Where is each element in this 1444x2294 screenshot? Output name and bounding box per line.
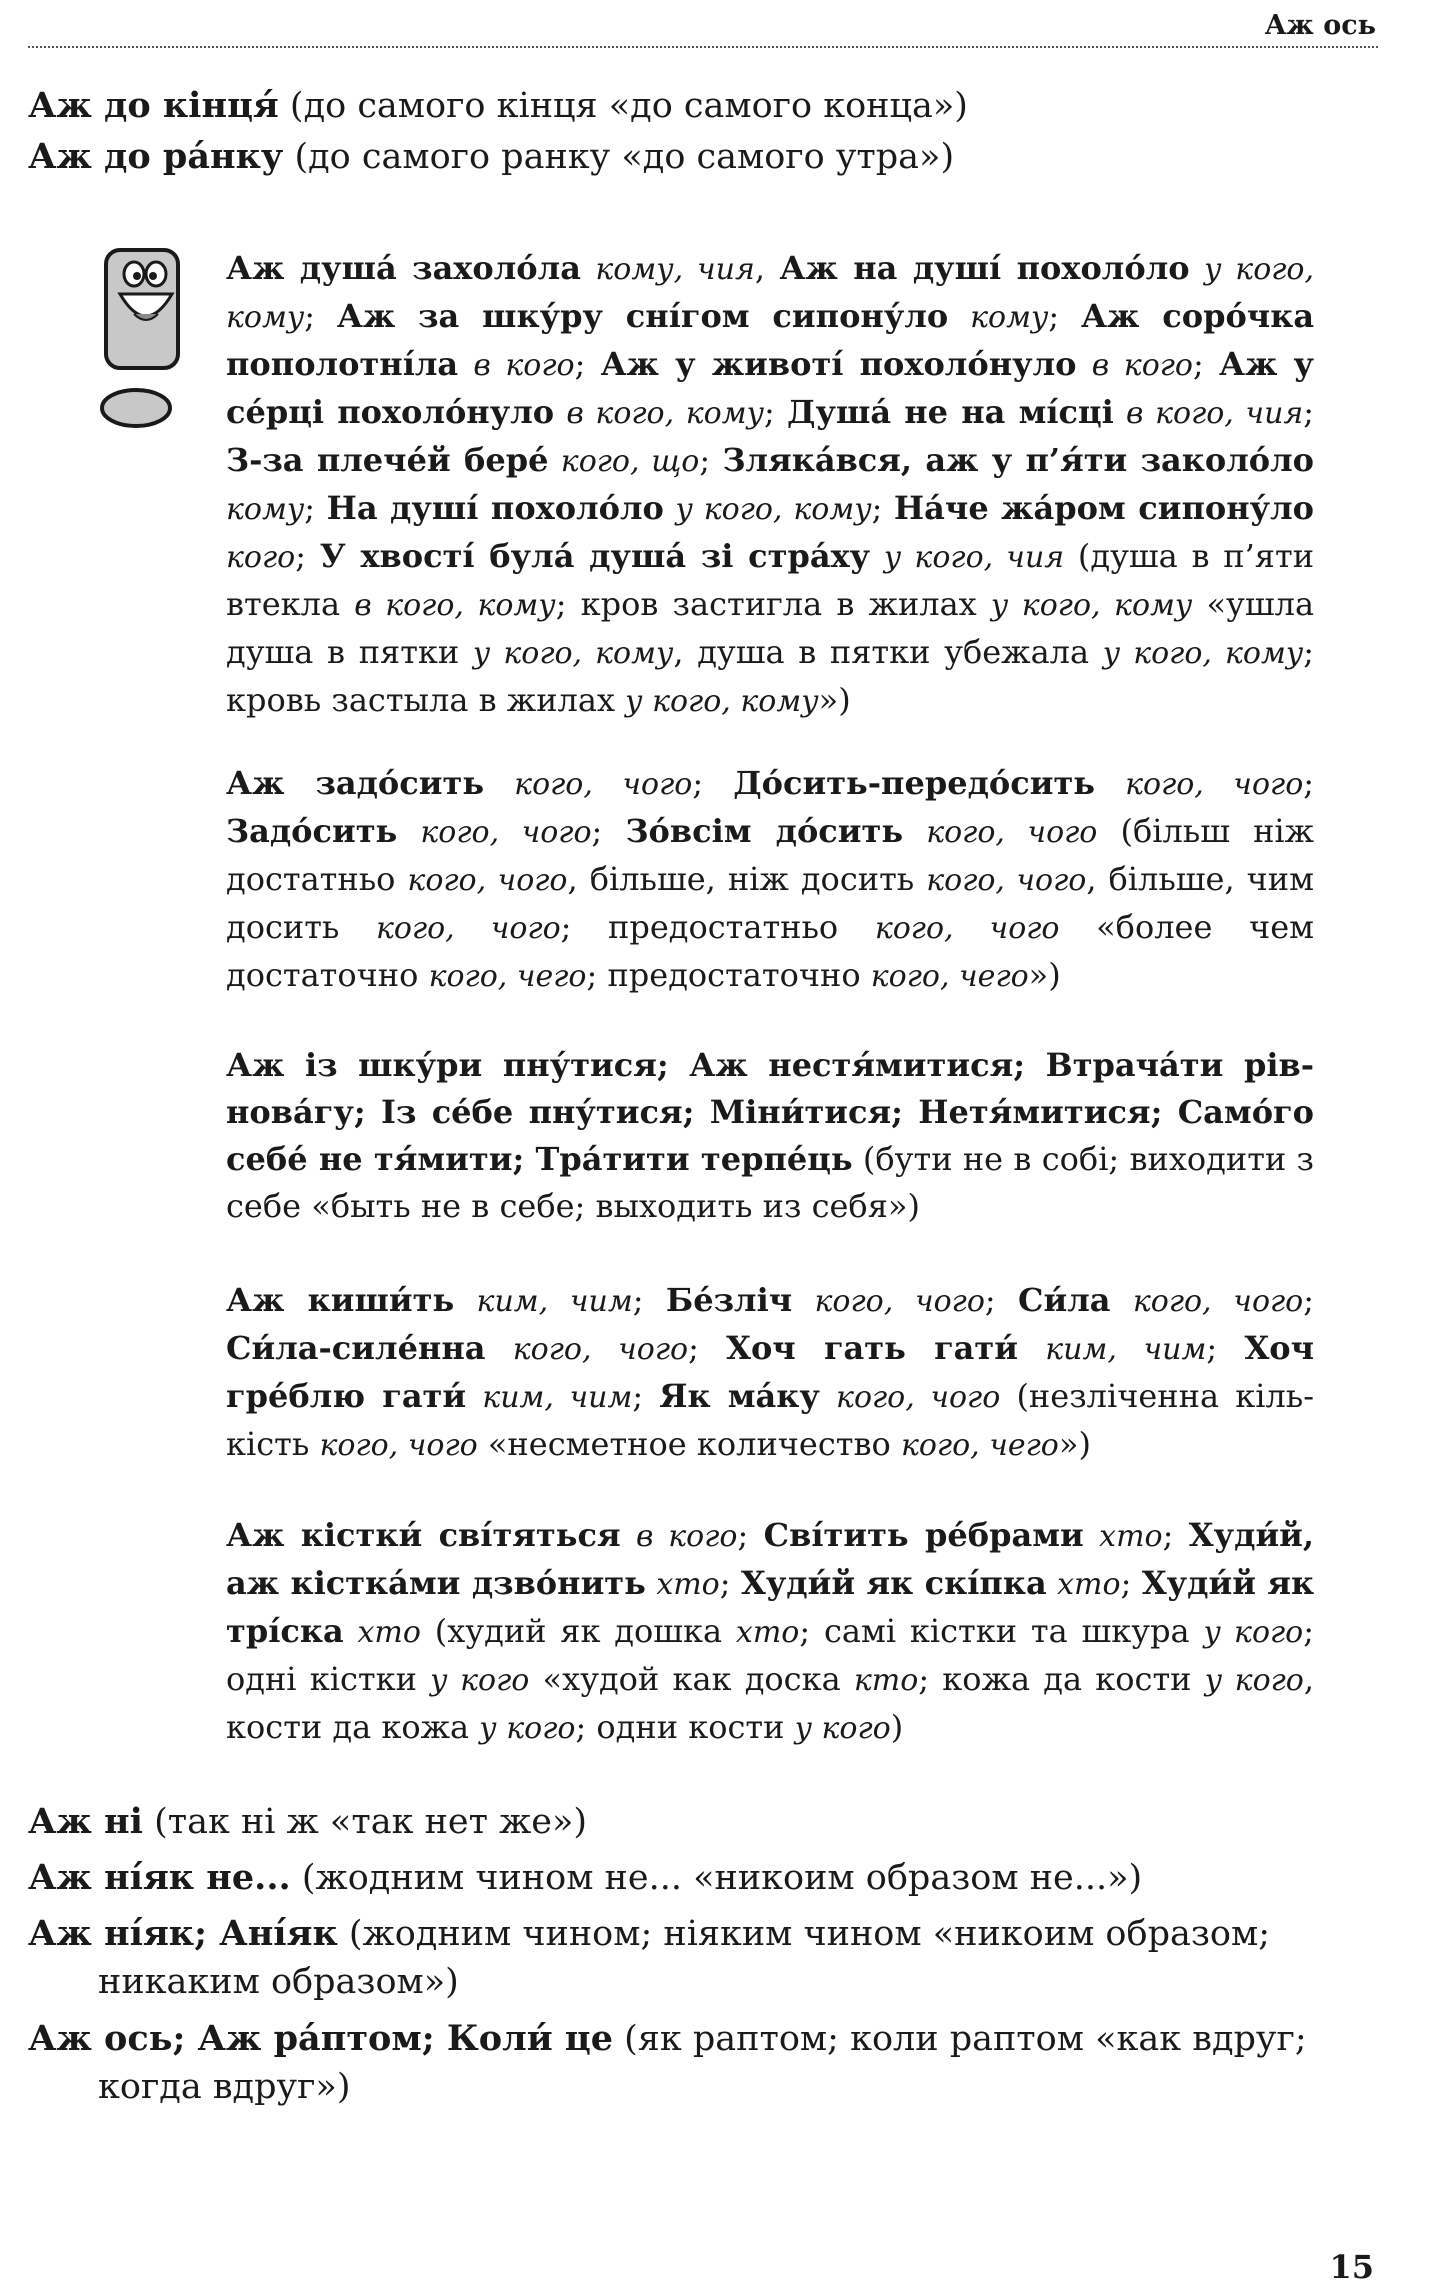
phrase-text: ;: [1193, 345, 1219, 383]
page-number: 15: [1329, 2248, 1374, 2286]
phrase-text: ; кожа да кости: [918, 1660, 1205, 1698]
phrase-text: ; кровь застыла в жилах: [226, 633, 1314, 719]
phrase-text: [1077, 345, 1092, 383]
usage-note: в кого: [636, 1519, 738, 1554]
phrase-text: [1018, 1329, 1045, 1367]
phrase-headword: Бе́зліч: [665, 1281, 793, 1319]
entry-azh-ni: [28, 1798, 1374, 1846]
phrase-text: [484, 764, 514, 802]
phrase-text: [903, 812, 926, 850]
phrase-headword: Зо́всім до́сить: [625, 812, 904, 850]
usage-note: кого, чого: [1132, 1284, 1304, 1319]
phrase-text: ;: [737, 1516, 764, 1554]
entry-headword: Аж ось; Аж ра́птом; Коли́ це: [28, 2018, 614, 2059]
phrase-headword: Хоч гать гати́: [726, 1329, 1018, 1367]
usage-note: у кого: [430, 1663, 530, 1698]
phrase-text: ;: [295, 537, 320, 575]
phrase-headword: Душа́ не на мі́сці: [787, 393, 1114, 431]
phrase-text: ;: [692, 764, 734, 802]
usage-note: кого, чего: [900, 1428, 1059, 1463]
phrase-headword: Аж на душі́ похоло́ло: [779, 249, 1190, 287]
phrase-text: [792, 1281, 814, 1319]
entry-headword: Аж до ра́нку: [28, 136, 284, 177]
phrase-text: (незліченна кількість: [226, 1377, 1314, 1463]
usage-note: у кого, чия: [883, 540, 1065, 575]
usage-note: кому, чия: [595, 252, 755, 287]
phrase-headword: Аж у животі́ похоло́нуло: [600, 345, 1077, 383]
entry-azh-niiak: [28, 1910, 1374, 2006]
usage-note: ким, чим: [482, 1380, 633, 1415]
phrase-text: [397, 812, 420, 850]
entry-headword: Аж до кінця́: [28, 85, 279, 126]
usage-note: кого, чого: [874, 911, 1060, 946]
group-multitude: [226, 1277, 1314, 1469]
usage-note: в кого: [1091, 348, 1193, 383]
phrase-text: [1095, 764, 1125, 802]
phrase-text: ;: [688, 1329, 727, 1367]
phrase-headword: Злякáвся, аж у п’я́ти заколо́ло: [722, 441, 1315, 479]
entry-gloss: (як раптом; коли раптом «как вдруг; когда вдруг»): [98, 2019, 1307, 2107]
phrase-text: ;: [1206, 1329, 1245, 1367]
usage-note: кого, чого: [512, 1332, 689, 1367]
usage-note: у кого: [1204, 1663, 1304, 1698]
phrase-text: , більше, чим досить: [226, 860, 1315, 946]
usage-note: у кого: [1203, 1615, 1304, 1650]
phrase-text: [554, 393, 566, 431]
phrase-headword: Задо́сить: [226, 812, 398, 850]
phrase-text: [646, 1564, 656, 1602]
phrase-text: ;: [719, 1564, 741, 1602]
usage-note: у кого: [479, 1711, 576, 1746]
usage-note: кто: [853, 1663, 919, 1698]
phrase-headword: Аж задо́сить: [226, 764, 485, 802]
phrase-text: ;: [1048, 297, 1082, 335]
usage-note: кому: [970, 300, 1049, 335]
phrase-headword: Аж за шку́ру сні́гом сипону́ло: [336, 297, 949, 335]
phrase-text: ;: [699, 441, 723, 479]
phrase-text: »): [1058, 1425, 1091, 1463]
phrase-text: »): [1028, 956, 1061, 994]
entry-headword: Аж ні: [28, 1801, 143, 1842]
phrase-text: [870, 537, 884, 575]
phrase-text: ,: [754, 249, 780, 287]
usage-note: у кого, кому: [472, 636, 674, 671]
phrase-text: ; предостаточно: [586, 956, 871, 994]
usage-note: хто: [656, 1567, 720, 1602]
phrase-text: ;: [632, 1281, 666, 1319]
usage-note: хто: [357, 1615, 421, 1650]
phrase-text: [664, 489, 676, 527]
running-head: Аж ось: [1264, 10, 1376, 41]
phrase-text: [548, 441, 560, 479]
phrase-text: ; самі кістки та шкура: [799, 1612, 1204, 1650]
phrase-headword: На душі́ похоло́ло: [326, 489, 664, 527]
usage-note: ким, чим: [476, 1284, 633, 1319]
phrase-text: [948, 297, 970, 335]
entry-azh-os: [28, 2015, 1374, 2111]
phrase-headword: Аж киши́ть: [226, 1281, 455, 1319]
usage-note: ким, чим: [1045, 1332, 1207, 1367]
usage-note: кого, чого: [514, 767, 693, 802]
phrase-text: ;: [984, 1281, 1019, 1319]
phrase-text: ;: [1120, 1564, 1142, 1602]
usage-note: кого, чого: [319, 1428, 478, 1463]
phrase-headword: Худи́й як трі́ска: [226, 1564, 1315, 1650]
usage-note: кого, чого: [407, 863, 568, 898]
phrase-text: [621, 1516, 636, 1554]
group-beside-oneself: [226, 1042, 1314, 1230]
usage-note: кого, чого: [926, 863, 1087, 898]
phrase-text: ): [890, 1708, 904, 1746]
phrase-text: ;: [1303, 393, 1315, 431]
phrase-headword: Хоч гре́блю гати́: [226, 1329, 1315, 1415]
phrase-text: »): [818, 681, 851, 719]
phrase-headword: Худи́й як скі́пка: [740, 1564, 1047, 1602]
phrase-text: [466, 1377, 482, 1415]
phrase-headword: Худи́й, аж кістка́ми дзво́нить: [226, 1516, 1315, 1602]
usage-note: кого, чого: [420, 815, 592, 850]
entry-gloss: (до самого кінця «до самого конца»): [278, 86, 968, 126]
phrase-text: [1084, 1516, 1099, 1554]
group-enough: [226, 760, 1314, 1000]
phrase-text: ;: [871, 489, 894, 527]
usage-note: у кого: [794, 1711, 891, 1746]
phrase-text: [458, 345, 473, 383]
phrase-text: ;: [763, 393, 787, 431]
phrase-headword: Аж душа́ захоло́ла: [226, 249, 581, 287]
phrase-text: ;: [632, 1377, 660, 1415]
phrase-headword: Аж у се́рці похоло́нуло: [226, 345, 1315, 431]
usage-note: в кого, чия: [1126, 396, 1304, 431]
phrase-headword: Як ма́ку: [659, 1377, 820, 1415]
usage-note: кому: [226, 492, 305, 527]
phrase-text: [820, 1377, 836, 1415]
usage-note: в кого: [473, 348, 575, 383]
usage-note: хто: [1057, 1567, 1121, 1602]
usage-note: кого, чого: [836, 1380, 1001, 1415]
phrase-text: , душа в пятки убежала: [673, 633, 1103, 671]
group-thin: [226, 1512, 1314, 1752]
entry-gloss: (так ні ж «так нет же»): [142, 1802, 588, 1842]
phrase-text: , більше, ніж досить: [567, 860, 927, 898]
phrase-text: ;: [591, 812, 626, 850]
phrase-text: ;: [574, 345, 601, 383]
phrase-text: ; одни кости: [575, 1708, 795, 1746]
usage-note: хто: [1099, 1519, 1163, 1554]
usage-note: кого, що: [560, 444, 700, 479]
usage-note: кого, чого: [814, 1284, 985, 1319]
group-fear: [226, 245, 1314, 725]
phrase-text: ;: [304, 489, 327, 527]
entry-gloss: (жодним чином; ніяким чином «никоим образом; никаким образом»): [98, 1914, 1271, 2002]
phrase-text: [1111, 1281, 1133, 1319]
phrase-headword: На́че жа́ром сипону́ло: [893, 489, 1315, 527]
phrase-text: (душа в п’яти втекла: [226, 537, 1315, 623]
phrase-text: ; кров застигла в жилах: [555, 585, 991, 623]
phrase-text: , кости да кожа: [226, 1660, 1315, 1746]
usage-note: у кого, кому: [675, 492, 872, 527]
usage-note: кого, чого: [375, 911, 561, 946]
phrase-text: [344, 1612, 358, 1650]
phrase-text: ; предостатньо: [560, 908, 875, 946]
usage-note: в кого, кому: [354, 588, 556, 623]
usage-note: кого, чого: [1125, 767, 1304, 802]
phrase-headword: Сві́тить ре́брами: [763, 1516, 1084, 1554]
usage-note: в кого, кому: [566, 396, 764, 431]
usage-note: у кого, кому: [990, 588, 1193, 623]
entry-headword: Аж ні́як не...: [28, 1857, 291, 1898]
phrase-text: [1190, 249, 1204, 287]
usage-note: у кого, кому: [1102, 636, 1304, 671]
phrase-text: (худий як дошка: [420, 1612, 736, 1650]
phrase-text: ;: [1162, 1516, 1189, 1554]
entry-do-kintsia: [28, 82, 1374, 130]
phrase-text: (більш ніж достатньо: [226, 812, 1315, 898]
entry-gloss: (до самого ранку «до самого утра»): [283, 137, 955, 177]
entry-headword: Аж ні́як; Ані́як: [28, 1913, 338, 1954]
phrase-text: «худой как доска: [529, 1660, 854, 1698]
phrase-headword: З-за плече́й бере́: [226, 441, 549, 479]
phrase-headword: До́сить-передо́сить: [733, 764, 1095, 802]
phrase-text: [1114, 393, 1126, 431]
usage-note: кого, чого: [926, 815, 1098, 850]
entry-do-ranku: [28, 133, 1374, 181]
phrase-headword: Си́ла-силе́нна: [226, 1329, 486, 1367]
usage-note: хто: [735, 1615, 800, 1650]
usage-note: кого, чего: [428, 959, 587, 994]
usage-note: кого: [226, 540, 296, 575]
phrase-text: [454, 1281, 476, 1319]
entry-azh-niiak-ne: [28, 1854, 1374, 1902]
phrase-text: (бути не в собі; виходити з себе «быть не в себе; выходить из себя»): [226, 1140, 1315, 1225]
phrase-text: ;: [1303, 1281, 1315, 1319]
phrase-text: ;: [304, 297, 337, 335]
phrase-headword: У хвості́ була́ душа́ зі стра́ху: [319, 537, 871, 575]
phrase-headword: Аж кістки́ сві́тяться: [226, 1516, 621, 1554]
usage-note: у кого, кому: [226, 252, 1315, 335]
usage-note: у кого, кому: [625, 684, 819, 719]
phrase-text: ; одні кістки: [226, 1612, 1315, 1698]
phrase-text: «более чем достаточно: [226, 908, 1315, 994]
phrase-headword: Аж із шку́ри пну́тися; Аж нестя́митися; Втрача́ти рівнова́гу; Із се́бе пну́тися; Міни́тися; Нетя́митися; Само́го себе́ не тя́мити; Тра́тити терпе́ць: [226, 1046, 1314, 1178]
phrase-headword: Си́ла: [1018, 1281, 1111, 1319]
phrase-headword: Аж соро́чка пополотні́ла: [226, 297, 1315, 383]
exclamation-mascot-icon: [90, 246, 198, 436]
header-dotted-rule: [28, 46, 1378, 48]
phrase-text: ;: [1303, 764, 1315, 802]
phrase-text: [486, 1329, 513, 1367]
phrase-text: «несметное количество: [477, 1425, 901, 1463]
usage-note: кого, чего: [870, 959, 1029, 994]
phrase-text: [1047, 1564, 1057, 1602]
phrase-text: [581, 249, 595, 287]
entry-gloss: (жодним чином не... «никоим образом не...»): [290, 1858, 1143, 1898]
phrase-text: «ушла душа в пятки: [226, 585, 1315, 671]
